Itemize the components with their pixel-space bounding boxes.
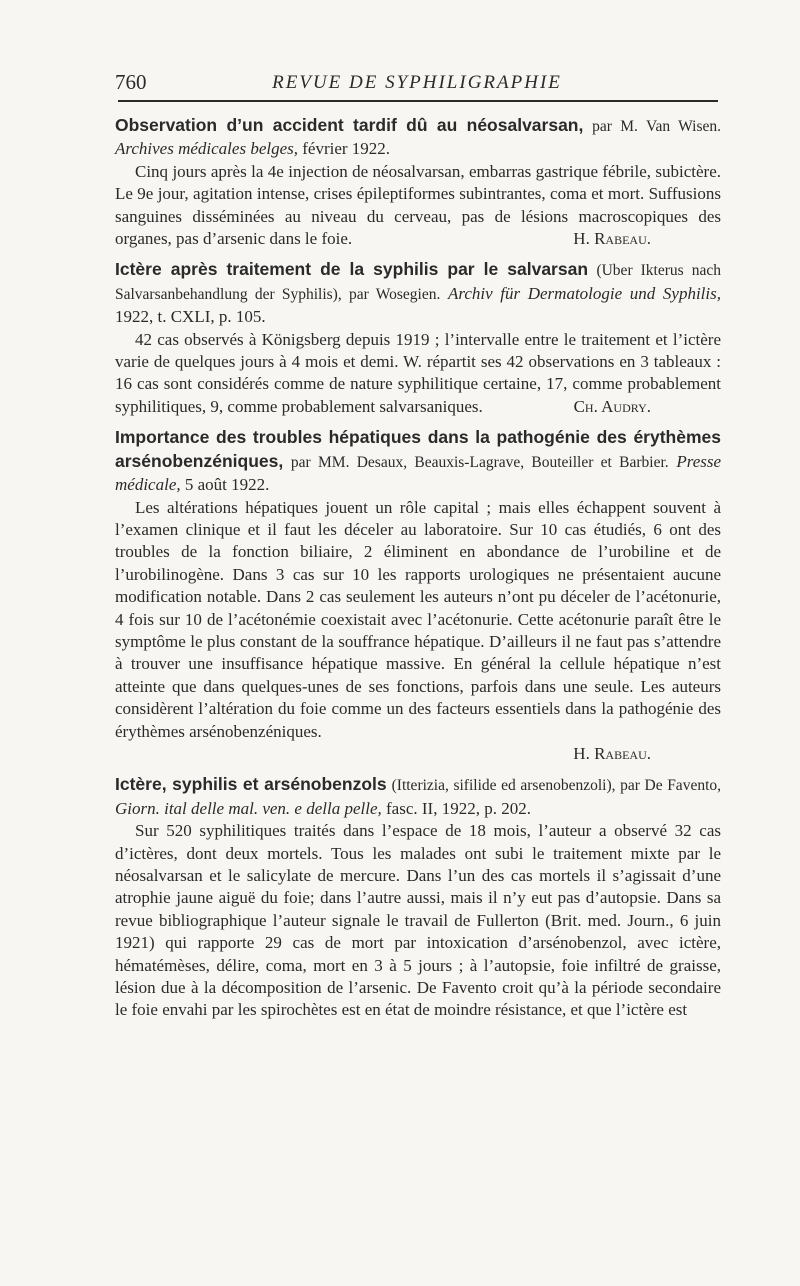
article-source: Archives médicales belges, — [115, 139, 298, 159]
header-rule — [118, 100, 718, 102]
running-title: REVUE DE SYPHILIGRAPHIE — [272, 72, 562, 93]
article-body-text: Sur 520 syphilitiques traités dans l’espace de 18 mois, l’auteur a observé 32 cas d’ictères, dont deux mortels. Tous les malades ont subi le traitement mixte par le néosalvarsan et le salicylate de mercure. Dans l’un des cas mortels il s’agissait d’une atrophie jaune aiguë du foie; dans l’autre aussi, mais il n’y eut pas d’autopsie. Dans sa revue bibliographique l’auteur signale le travail de Fullerton (Brit. med. Journ., 6 juin 1921) qui rapporte 29 cas de mort par intoxication d’arsénobenzol, avec ictère, hématémèses, délire, coma, mort en 3 à 5 jours ; à l’autopsie, foie infiltré de graisse, lésion due à la décomposition de l’arsenic. De Favento croit qu’à la période secondaire le foie envahi par les spirochètes est en état de moindre résistance, et que l’ictère est — [115, 821, 721, 1020]
article-3 — [115, 426, 721, 765]
article-source-details: 1922, t. CXLI, p. 105. — [115, 307, 266, 327]
article-signature: H. Rabeau. — [573, 743, 651, 763]
article-list — [115, 114, 721, 1030]
article-source-details: février 1922. — [302, 139, 391, 159]
article-source: Giorn. ital delle mal. ven. e della pelle, — [115, 798, 382, 818]
article-title: Ictère, syphilis et arsénobenzols — [115, 774, 387, 795]
article-meta — [115, 258, 721, 328]
article-body-text: Les altérations hépatiques jouent un rôle capital ; mais elles échappent souvent à l’examen clinique et il faut les déceler au laboratoire. Sur 10 cas étudiés, 6 ont des troubles de la fonction biliaire, 2 éliminent en abondance de l’urobiline et de l’urobilinogène. Dans 3 cas sur 10 les rapports urologiques ne présentaient aucune modification notable. Dans 2 cas seulement les auteurs n’ont pu déceler de l’acétonurie, 4 fois sur 10 de l’acétonémie coexistait avec l’acétonurie. Cette acétonurie paraît être le symptôme le plus constant de la souffrance hépatique. D’ailleurs il ne faut pas s’attendre à trouver une insuffisance hépatique massive. En général la cellule hépatique n’est atteinte que dans quelques-unes de ses fonctions, parfois dans une seule. Les auteurs considèrent l’altération du foie comme un des facteurs essentiels dans la pathogénie des érythèmes arsénobenzéniques. — [115, 497, 721, 741]
article-authors: par MM. Desaux, Beauxis-Lagrave, Bouteiller et Barbier. — [290, 453, 669, 471]
article-source-details: 5 août 1922. — [184, 475, 270, 495]
article-meta — [115, 773, 721, 820]
page-header — [115, 66, 719, 100]
article-meta — [115, 426, 721, 496]
article-authors: (Itterizia, sifilide ed arsenobenzoli), par De Favento, — [391, 777, 721, 795]
page-number: 760 — [115, 70, 147, 94]
article-body-text: Cinq jours après la 4e injection de néosalvarsan, embarras gastrique fébrile, subictère. Le 9e jour, agitation intense, crises épileptiformes subintrantes, coma et mort. Suffusions sanguines disséminées au niveau du cerveau, pas de lésions macroscopiques des organes, pas d’arsenic dans le foie. — [115, 161, 721, 249]
article-body — [115, 329, 721, 419]
article-authors: (Uber Ikterus nach Salvarsanbehandlung der Syphilis), par Wosegien. — [115, 262, 721, 303]
article-source-details: fasc. II, 1922, p. 202. — [386, 798, 531, 818]
article-body — [115, 820, 721, 1022]
article-meta — [115, 114, 721, 161]
article-4 — [115, 773, 721, 1021]
article-1 — [115, 114, 721, 250]
article-authors: par M. Van Wisen. — [592, 118, 721, 135]
article-source: Archiv für Dermatologie und Syphilis, — [447, 283, 721, 303]
article-title: Importance des troubles hépatiques dans la pathogénie des érythèmes arsénobenzéniques, — [115, 427, 721, 471]
article-body-text: 42 cas observés à Königsberg depuis 1919 ; l’intervalle entre le traitement et l’ictère varie de quelques jours à 4 mois et demi. W. répartit ses 42 observations en 3 tableaux : 16 cas sont considérés comme de nature syphilitique certaine, 17, comme probablement syphilitiques, 9, comme probablement salvarsaniques. — [115, 329, 721, 416]
article-title: Ictère après traitement de la syphilis par le salvarsan — [115, 259, 589, 280]
article-source: Presse médicale, — [115, 451, 722, 495]
article-signature: H. Rabeau. — [573, 229, 651, 249]
article-title: Observation d’un accident tardif dû au néosalvarsan, — [115, 115, 584, 135]
article-2 — [115, 258, 721, 418]
article-body — [115, 161, 721, 251]
article-signature: Ch. Audry. — [573, 396, 651, 416]
article-body — [115, 497, 721, 743]
